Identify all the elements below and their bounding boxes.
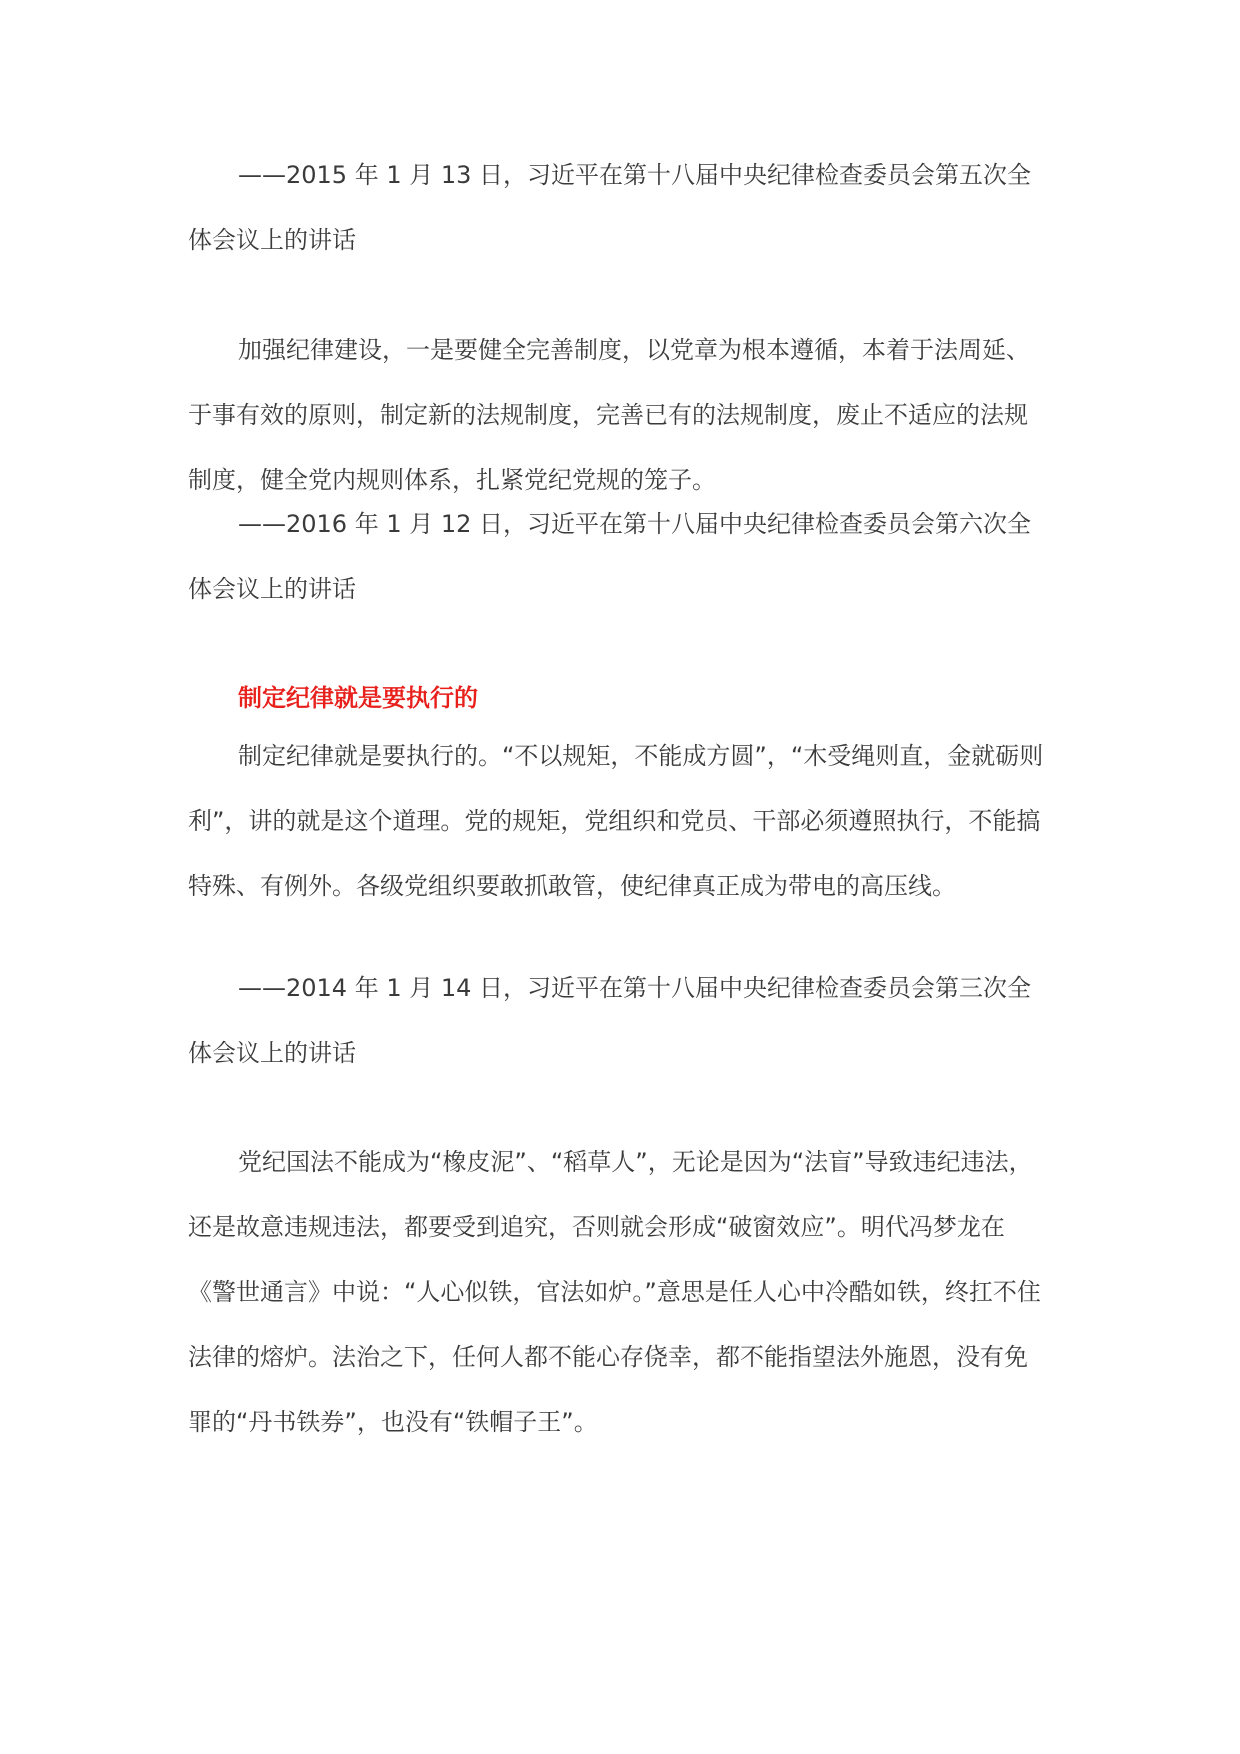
document-page bbox=[188, 0, 1050, 1754]
citation-2016: ——2016 年 1 月 12 日，习近平在第十八届中央纪律检查委员会第六次全体会议上的讲话 bbox=[188, 510, 1032, 603]
paragraph-enforce-discipline: 制定纪律就是要执行的。“不以规矩，不能成方圆”，“木受绳则直，金就砺则利”，讲的就是这个道理。党的规矩，党组织和党员、干部必须遵照执行，不能搞特殊、有例外。各级党组织要敢抓敢管，使纪律真正成为带电的高压线。 bbox=[188, 742, 1044, 900]
paragraph-rule-of-law: 党纪国法不能成为“橡皮泥”、“稻草人”，无论是因为“法盲”导致违纪违法，还是故意违规违法，都要受到追究，否则就会形成“破窗效应”。明代冯梦龙在《警世通言》中说：“人心似铁，官法如炉。”意思是任人心中冷酷如铁，终扛不住法律的熔炉。法治之下，任何人都不能心存侥幸，都不能指望法外施恩，没有免罪的“丹书铁券”，也没有“铁帽子王”。 bbox=[188, 1148, 1041, 1436]
section-heading: 制定纪律就是要执行的 bbox=[238, 684, 478, 712]
paragraph-discipline-system: 加强纪律建设，一是要健全完善制度，以党章为根本遵循，本着于法周延、于事有效的原则，制定新的法规制度，完善已有的法规制度，废止不适应的法规制度，健全党内规则体系，扎紧党纪党规的笼子。 bbox=[188, 336, 1030, 494]
citation-2014: ——2014 年 1 月 14 日，习近平在第十八届中央纪律检查委员会第三次全体会议上的讲话 bbox=[188, 974, 1032, 1067]
citation-2015: ——2015 年 1 月 13 日，习近平在第十八届中央纪律检查委员会第五次全体会议上的讲话 bbox=[188, 161, 1032, 254]
